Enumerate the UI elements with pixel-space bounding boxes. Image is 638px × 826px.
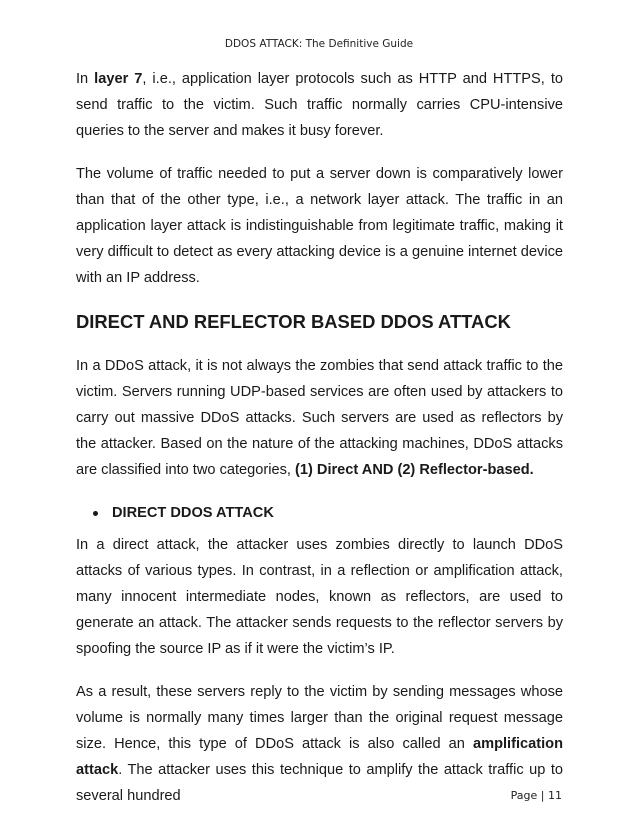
paragraph-spacer bbox=[76, 144, 563, 161]
paragraph-text: , i.e., application layer protocols such as HTTP and HTTPS, to send traffic to the victim. Such traffic normally carries CPU-intensive queries to the server and makes it busy forever. bbox=[76, 71, 563, 139]
bold-term-layer7: layer 7 bbox=[94, 71, 143, 87]
paragraph-text: In bbox=[76, 71, 95, 87]
paragraph-amplification bbox=[76, 679, 563, 809]
paragraph-spacer bbox=[76, 335, 563, 353]
page-number: Page | 11 bbox=[510, 789, 562, 802]
paragraph-text: In a DDoS attack, it is not always the zombies that send attack traffic to the victim. Servers running UDP-based services are often used by attackers to carry out massive DDoS attacks. Such servers are used as reflectors by the attacker. Based on the nature of the attacking machines, DDoS attacks are classified into two categories, bbox=[76, 358, 563, 478]
bullet-dot-icon bbox=[93, 511, 98, 516]
paragraph-spacer bbox=[76, 662, 563, 679]
bullet-item-direct-ddos bbox=[76, 500, 563, 526]
running-header: DDOS ATTACK: The Definitive Guide bbox=[224, 38, 414, 50]
paragraph-traffic-volume: The volume of traffic needed to put a server down is comparatively lower than that of the other type, i.e., a network layer attack. The traffic in an application layer attack is indistinguishable from legitimate traffic, making it very difficult to detect as every attacking device is a genuine internet device with an IP address. bbox=[76, 166, 563, 286]
bullet-label: DIRECT DDOS ATTACK bbox=[112, 505, 274, 521]
paragraph-spacer bbox=[76, 291, 563, 309]
paragraph-text: As a result, these servers reply to the victim by sending messages whose volume is normally many times larger than the original request message size. Hence, this type of DDoS attack is also called an bbox=[76, 684, 563, 752]
paragraph-text: . The attacker uses this technique to amplify the attack traffic up to several hundred bbox=[76, 762, 563, 804]
bold-term-amplification: amplification attack bbox=[76, 736, 563, 778]
paragraph-spacer bbox=[76, 483, 563, 500]
page-content bbox=[76, 66, 563, 809]
section-heading: DIRECT AND REFLECTOR BASED DDOS ATTACK bbox=[76, 311, 511, 332]
paragraph-layer7 bbox=[76, 66, 563, 144]
paragraph-ddos-intro bbox=[76, 353, 563, 483]
paragraph-direct-attack: In a direct attack, the attacker uses zombies directly to launch DDoS attacks of various types. In contrast, in a reflection or amplification attack, many innocent intermediate nodes, known as reflectors, are used to generate an attack. The attacker sends requests to the reflector servers by spoofing the source IP as if it were the victim’s IP. bbox=[76, 537, 563, 657]
bold-categories: (1) Direct AND (2) Reflector-based. bbox=[295, 462, 534, 478]
